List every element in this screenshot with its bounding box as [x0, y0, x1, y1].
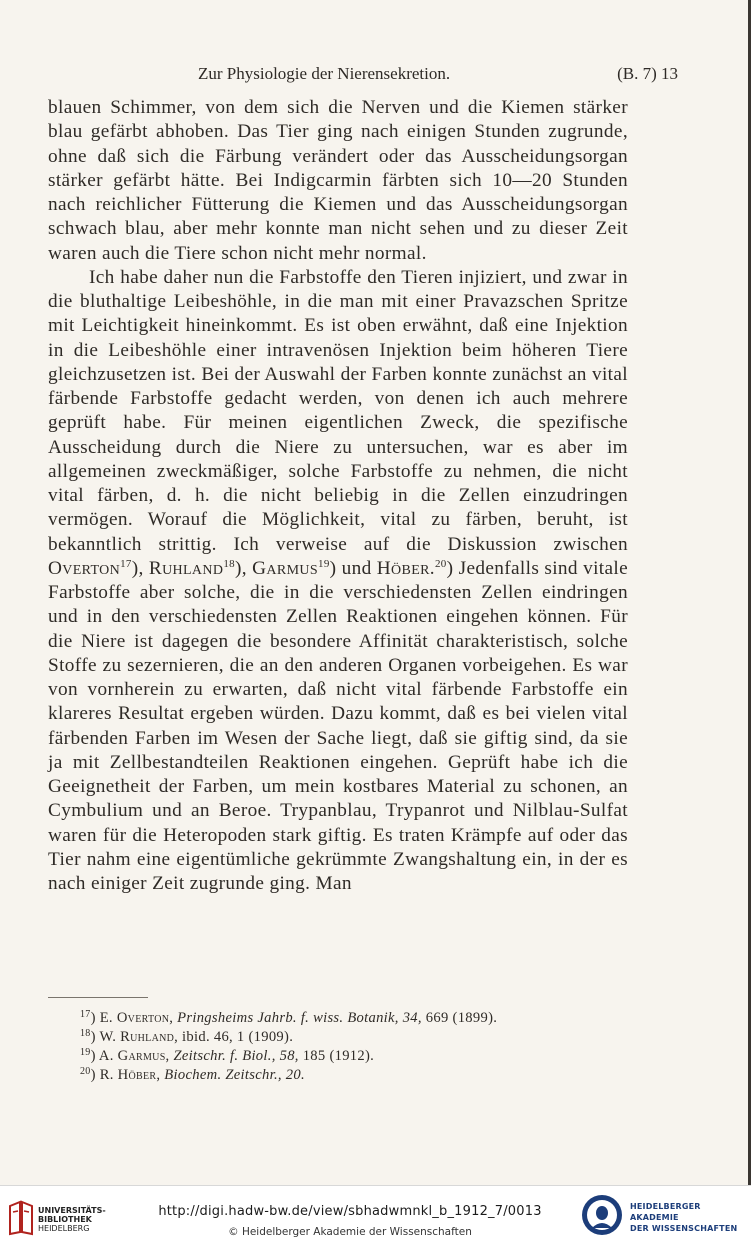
academy-seal-icon[interactable] — [580, 1192, 624, 1238]
footnote-ref-19[interactable]: 19 — [317, 557, 330, 570]
body-text — [48, 96, 628, 896]
viewer-footer — [0, 1185, 751, 1248]
copyright-notice: © Heidelberger Akademie der Wissenschaften — [228, 1226, 472, 1238]
footnote-19: $^{19}$) A. Garmus, Zeitschr. f. Biol., 58, 185 (1912). — [80, 1047, 375, 1064]
author-overton: Overton — [48, 557, 121, 579]
running-head-title: Zur Physiologie der Nierensekretion. — [198, 64, 451, 83]
footnote-18: $^{18}$) W. Ruhland, ibid. 46, 1 (1909). — [80, 1028, 294, 1045]
paragraph-1: blauen Schimmer, von dem sich die Nerven und die Kiemen stärker blau gefärbt abhoben. Das Tier ging nach einigen Stunden zugrunde, ohne daß sich die Färbung verändert oder das Ausscheidungsorgan stärker gefärbt hätte. Bei Indigcarmin färbten sich 10—20 Stunden nach reichlicher Fütterung die Kiemen und das Ausscheidungsorgan schwach blau, aber mehr konnte man nicht sehen und zu dieser Zeit waren auch die Tiere schon nicht mehr normal. — [48, 97, 628, 264]
author-hoeber: Höber. — [376, 557, 435, 579]
permalink-url[interactable]: http://digi.hadw-bw.de/view/sbhadwmnkl_b_1912_7/0013 — [158, 1204, 542, 1219]
footnote-20: $^{20}$) R. Höber, Biochem. Zeitschr., 20. — [80, 1066, 305, 1083]
library-emblem-icon — [6, 1200, 36, 1236]
footnote-ref-20[interactable]: 20 — [434, 557, 447, 570]
running-head — [48, 64, 678, 90]
footnote-ref-18[interactable]: 18 — [223, 557, 236, 570]
library-logo[interactable] — [6, 1200, 116, 1240]
library-name: UNIVERSITÄTS- BIBLIOTHEK HEIDELBERG — [38, 1206, 106, 1233]
ref-separator: ) und — [329, 557, 372, 579]
paragraph-2 — [48, 266, 628, 897]
footnote-ref-17[interactable]: 17 — [120, 557, 132, 570]
paragraph-2-start: Ich habe daher nun die Farbstoffe den Tieren injiziert, und zwar in die bluthaltige Leibeshöhle, in die man mit einer Pravazschen Spritze mit Leichtigkeit hineinkommt. Es ist oben erwähnt, daß eine Injektion in die Leibeshöhle einer intravenösen Injektion beim höheren Tiere gleichzusetzen ist. Bei der Auswahl der Farben konnte zunächst an vital färbende Farbstoffe gedacht werden, von denen ich auch mehrere geprüft habe. Für meinen eigentlichen Zweck, die spezifische Ausscheidung durch die Niere zu untersuchen, war es aber im allgemeinen zweckmäßiger, solche Farbstoffe zu nehmen, die nicht vital färben, d. h. die nicht beliebig in die Zellen einzudringen vermögen. Worauf die Möglichkeit, vital zu färben, beruht, ist bekanntlich strittig. Ich verweise auf die Diskussion zwischen — [48, 266, 628, 555]
footnote-divider — [48, 997, 148, 998]
ref-separator: ), — [131, 557, 144, 579]
author-garmus: Garmus — [252, 557, 318, 579]
page-number: (B. 7) 13 — [617, 64, 678, 83]
paragraph-2-end: ) Jedenfalls sind vitale Farbstoffe aber solche, die in die verschiedensten Zellen eindringen und in den verschiedensten Zellen Reaktionen eingehen können. Für die Niere ist dagegen die besondere Affinität charakteristisch, solche Stoffe zu sezernieren, die an den anderen Organen vorbeigehen. Es war von vornherein zu erwarten, daß nicht vital färbende Farbstoffe ein klareres Resultat ergeben würden. Dazu kommt, daß es bei vielen vital färbenden Farben im Wesen der Sache liegt, daß sie giftig sind, da sie ja mit Zellbestandteilen Reaktionen eingehen. Geprüft habe ich die Geeignetheit der Farben, um mein kostbares Material zu schonen, an Cymbulium und an Beroe. Trypanblau, Trypanrot und Nilblau-Sulfat waren für die Heteropoden stark giftig. Es traten Krämpfe auf oder das Tier nahm eine eigentümliche gekrümmte Zwangshaltung ein, in der es nach einiger Zeit zugrunde ging. Man — [48, 557, 629, 894]
academy-name: HEIDELBERGER AKADEMIE DER WISSENSCHAFTEN — [630, 1202, 738, 1233]
footnotes — [80, 1009, 640, 1085]
footnote-17: $^{17}$) E. Overton, Pringsheims Jahrb. f. wiss. Botanik, 34, 669 (1899). — [80, 1009, 498, 1026]
ref-separator: ), — [235, 557, 247, 579]
author-ruhland: Ruhland — [148, 557, 224, 579]
